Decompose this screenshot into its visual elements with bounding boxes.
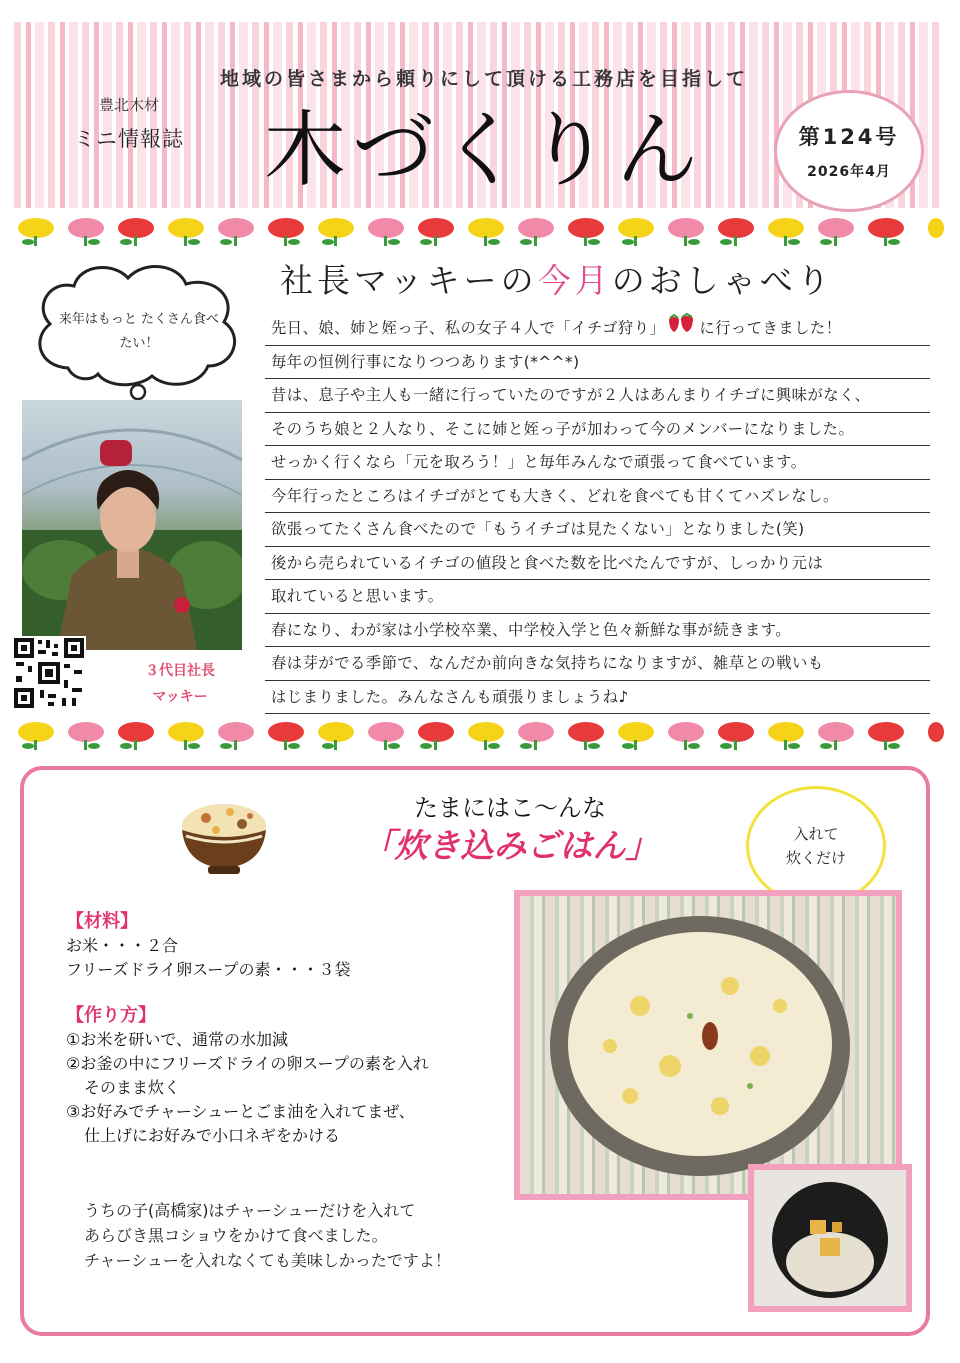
- badge-line-2: 炊くだけ: [785, 849, 846, 867]
- article-line: 今年行ったところはイチゴがとても大きく、どれを食べても甘くてハズレなし。: [265, 480, 930, 514]
- flower-border-bottom: [14, 720, 944, 752]
- issue-badge: [774, 90, 924, 212]
- strawberry-icon: [667, 312, 697, 345]
- qr-code[interactable]: [12, 636, 86, 710]
- issue-number: 第124号: [798, 125, 900, 149]
- chat-section-title: [280, 255, 920, 302]
- ingredient-item: フリーズドライ卵スープの素・・・３袋: [66, 960, 351, 979]
- rice-cooker-illustration: [754, 1170, 906, 1306]
- article-line: 欲張ってたくさん食べたので「もうイチゴは見たくない」となりました(笑): [265, 513, 930, 547]
- step-item: ①お米を研いで、通常の水加減: [66, 1030, 289, 1049]
- article-line: 昔は、息子や主人も一緒に行っていたのですが２人はあんまりイチゴに興味がなく、: [265, 379, 930, 413]
- president-caption: [130, 658, 230, 710]
- flower-border-top: [14, 216, 944, 248]
- step-item: ②お釜の中にフリーズドライの卵スープの素を入れ: [66, 1054, 429, 1073]
- article-line: 春は芽がでる季節で、なんだか前向きな気持ちになりますが、雑草との戦いも: [265, 647, 930, 681]
- article-line: 取れていると思います。: [265, 580, 930, 614]
- newsletter-label: ミニ情報誌: [74, 127, 184, 151]
- recipe-subtitle: たまにはこ～んな: [414, 794, 606, 822]
- step-item: ③お好みでチャーシューとごま油を入れてまぜ、: [66, 1102, 415, 1121]
- company-name: 豊北木材: [98, 96, 159, 114]
- photo-illustration: [22, 400, 242, 650]
- rice-bowl-illustration: [520, 896, 896, 1194]
- article-line: 毎年の恒例行事になりつつあります(*^^*): [265, 346, 930, 380]
- article-line: 後から売られているイチゴの値段と食べた数を比べたんですが、しっかり元は: [265, 547, 930, 581]
- rice-bowl-icon: [178, 796, 270, 878]
- slogan: 地域の皆さまから頼りにして頂ける工務店を目指して: [219, 68, 748, 90]
- title-part-2: のおしゃべり: [611, 261, 834, 300]
- speech-bubble: [28, 258, 250, 418]
- article-line: そのうち娘と２人なり、そこに姉と姪っ子が加わって今のメンバーになりました。: [265, 413, 930, 447]
- president-title: ３代目社長: [145, 663, 215, 679]
- recipe-note: [84, 1198, 524, 1273]
- line1-text-end: に行ってきました！: [699, 319, 842, 337]
- ingredients-heading: 【材料】: [66, 911, 138, 932]
- article-line: 春になり、わが家は小学校卒業、中学校入学と色々新鮮な事が続きます。: [265, 614, 930, 648]
- recipe-badge: [746, 786, 886, 906]
- note-line: うちの子(高橋家)はチャーシューだけを入れて: [84, 1201, 416, 1220]
- president-name: マッキー: [152, 689, 208, 705]
- qr-code-icon: [12, 636, 86, 710]
- recipe-title: 「炊き込みごはん」: [361, 826, 659, 865]
- publisher-block: [54, 94, 204, 153]
- note-line: あらびき黒コショウをかけて食べました。: [84, 1226, 388, 1245]
- newsletter-title: 木づくりん: [263, 103, 704, 198]
- flower-pattern: [14, 216, 944, 248]
- strawberry-picking-photo: [22, 400, 242, 650]
- recipe-instructions: [66, 910, 526, 1148]
- line1-text: 先日、娘、姉と姪っ子、私の女子４人で「イチゴ狩り」: [271, 319, 666, 337]
- issue-date: 2026年4月: [807, 164, 891, 180]
- flower-pattern: [14, 720, 944, 752]
- rice-cooker-photo: [748, 1164, 912, 1312]
- article-line: せっかく行くなら「元を取ろう！」と毎年みんなで頑張って食べています。: [265, 446, 930, 480]
- article-line: はじまりました。みんなさんも頑張りましょうね♪: [265, 681, 930, 715]
- step-item-continued: 仕上げにお好みで小口ネギをかける: [84, 1126, 341, 1145]
- article-line: [265, 312, 930, 346]
- note-line: チャーシューを入れなくても美味しかったですよ！: [84, 1251, 451, 1270]
- title-part-1: 社長マッキーの: [280, 261, 538, 300]
- badge-line-1: 入れて: [793, 825, 839, 843]
- title-highlight: 今月: [537, 261, 612, 300]
- ingredient-item: お米・・・２合: [66, 936, 179, 955]
- steps-heading: 【作り方】: [66, 1005, 156, 1026]
- step-item-continued: そのまま炊く: [84, 1078, 181, 1097]
- chat-article: [265, 312, 930, 714]
- bubble-text: 来年はもっと たくさん食べたい！: [58, 312, 220, 351]
- rice-dish-photo: [514, 890, 902, 1200]
